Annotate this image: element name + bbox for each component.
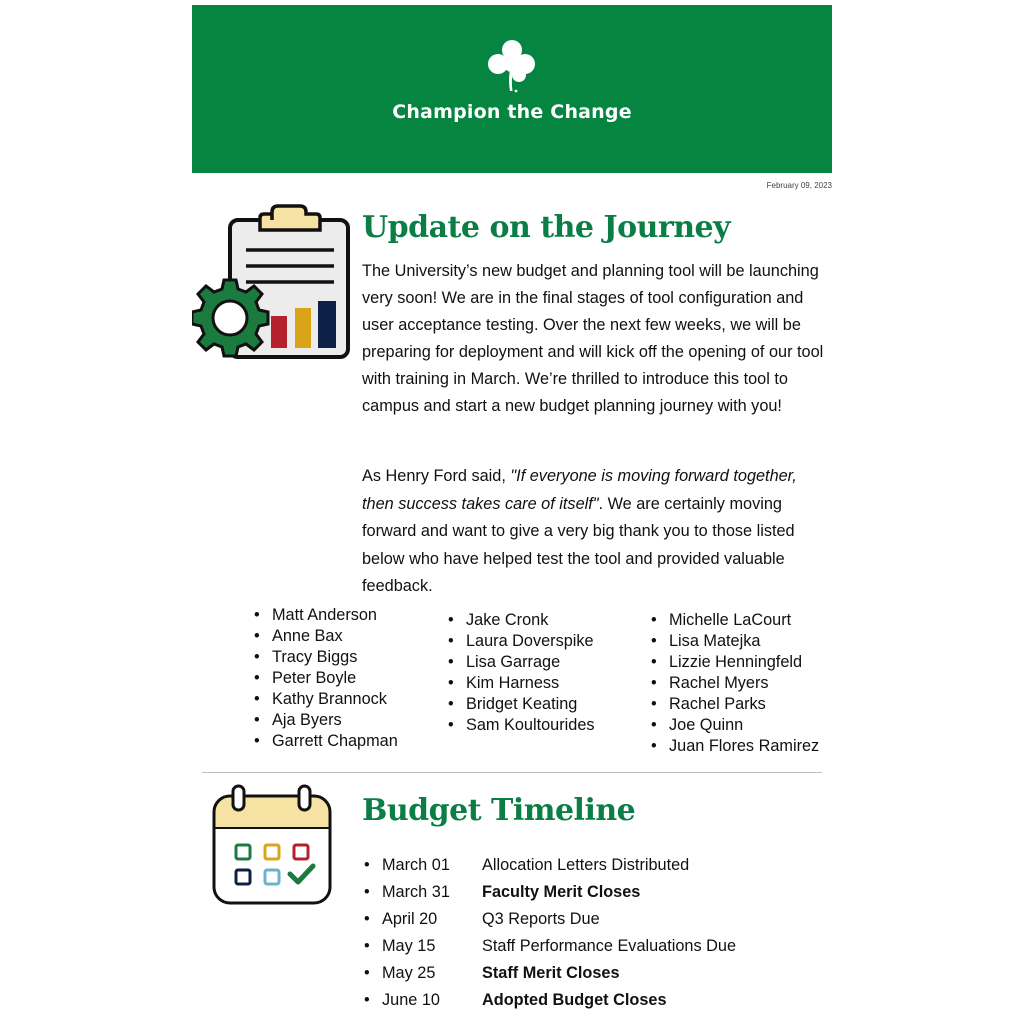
section-heading-timeline: Budget Timeline [362,793,636,828]
section-heading-update: Update on the Journey [362,210,731,245]
list-item: • Matt Anderson [256,605,398,626]
list-item: • Lizzie Henningfeld [653,652,819,673]
timeline-date: March 01 [382,856,450,874]
list-item: • Tracy Biggs [256,647,398,668]
list-item: • Lisa Matejka [653,631,819,652]
list-item: • Lisa Garrage [450,652,595,673]
timeline-event: Faculty Merit Closes [482,883,641,901]
timeline-item [362,960,736,987]
timeline-item [362,879,736,906]
list-item: • Aja Byers [256,710,398,731]
clipboard-chart-gear-icon [192,200,354,365]
list-item: • Garrett Chapman [256,731,398,752]
list-item: • Bridget Keating [450,694,595,715]
list-item: • Michelle LaCourt [653,610,819,631]
timeline-event: Q3 Reports Due [482,910,600,928]
budget-timeline-list [362,852,736,1014]
section-divider [202,772,822,773]
list-item: • Anne Bax [256,626,398,647]
timeline-date: May 25 [382,964,436,982]
timeline-item [362,933,736,960]
header-banner [192,5,832,173]
timeline-event: Allocation Letters Distributed [482,856,690,874]
shamrock-icon [486,37,538,93]
update-paragraph: The University’s new budget and planning tool will be launching very soon! We are in the final stages of tool configuration and user acceptance testing. Over the next few weeks, we will be preparing for deployment and will kick off the opening of our tool with training in March. We’re thrilled to introduce this tool to campus and start a new budget planning journey with you! [362,262,824,415]
timeline-date: June 10 [382,991,440,1009]
timeline-date: April 20 [382,910,438,928]
list-item: • Rachel Myers [653,673,819,694]
testers-list-column-3 [633,610,819,757]
timeline-date: May 15 [382,937,436,955]
timeline-event: Staff Performance Evaluations Due [482,937,737,955]
testers-list-column-1 [236,605,398,752]
henry-ford-paragraph [362,463,827,601]
calendar-checklist-icon [210,782,335,907]
testers-list-column-2 [430,610,595,736]
timeline-event: Staff Merit Closes [482,964,620,982]
timeline-item [362,852,736,879]
list-item: • Peter Boyle [256,668,398,689]
list-item: • Kathy Brannock [256,689,398,710]
publish-date: February 09, 2023 [766,181,832,190]
henry-ford-quote: "If everyone is moving forward together, then success takes care of itself" [362,467,797,513]
quote-rest: . We are certainly moving forward and want to give a very big thank you to those listed below who have helped test the tool and provided valuable feedback. [362,494,795,596]
banner-title: Champion the Change [392,101,632,123]
list-item: • Joe Quinn [653,715,819,736]
timeline-date: March 31 [382,883,450,901]
list-item: • Jake Cronk [450,610,595,631]
quote-intro: As Henry Ford said, [362,467,511,485]
list-item: • Juan Flores Ramirez [653,736,819,757]
timeline-item [362,987,736,1014]
timeline-event: Adopted Budget Closes [482,991,667,1009]
list-item: • Kim Harness [450,673,595,694]
list-item: • Laura Doverspike [450,631,595,652]
timeline-item [362,906,736,933]
list-item: • Rachel Parks [653,694,819,715]
list-item: • Sam Koultourides [450,715,595,736]
